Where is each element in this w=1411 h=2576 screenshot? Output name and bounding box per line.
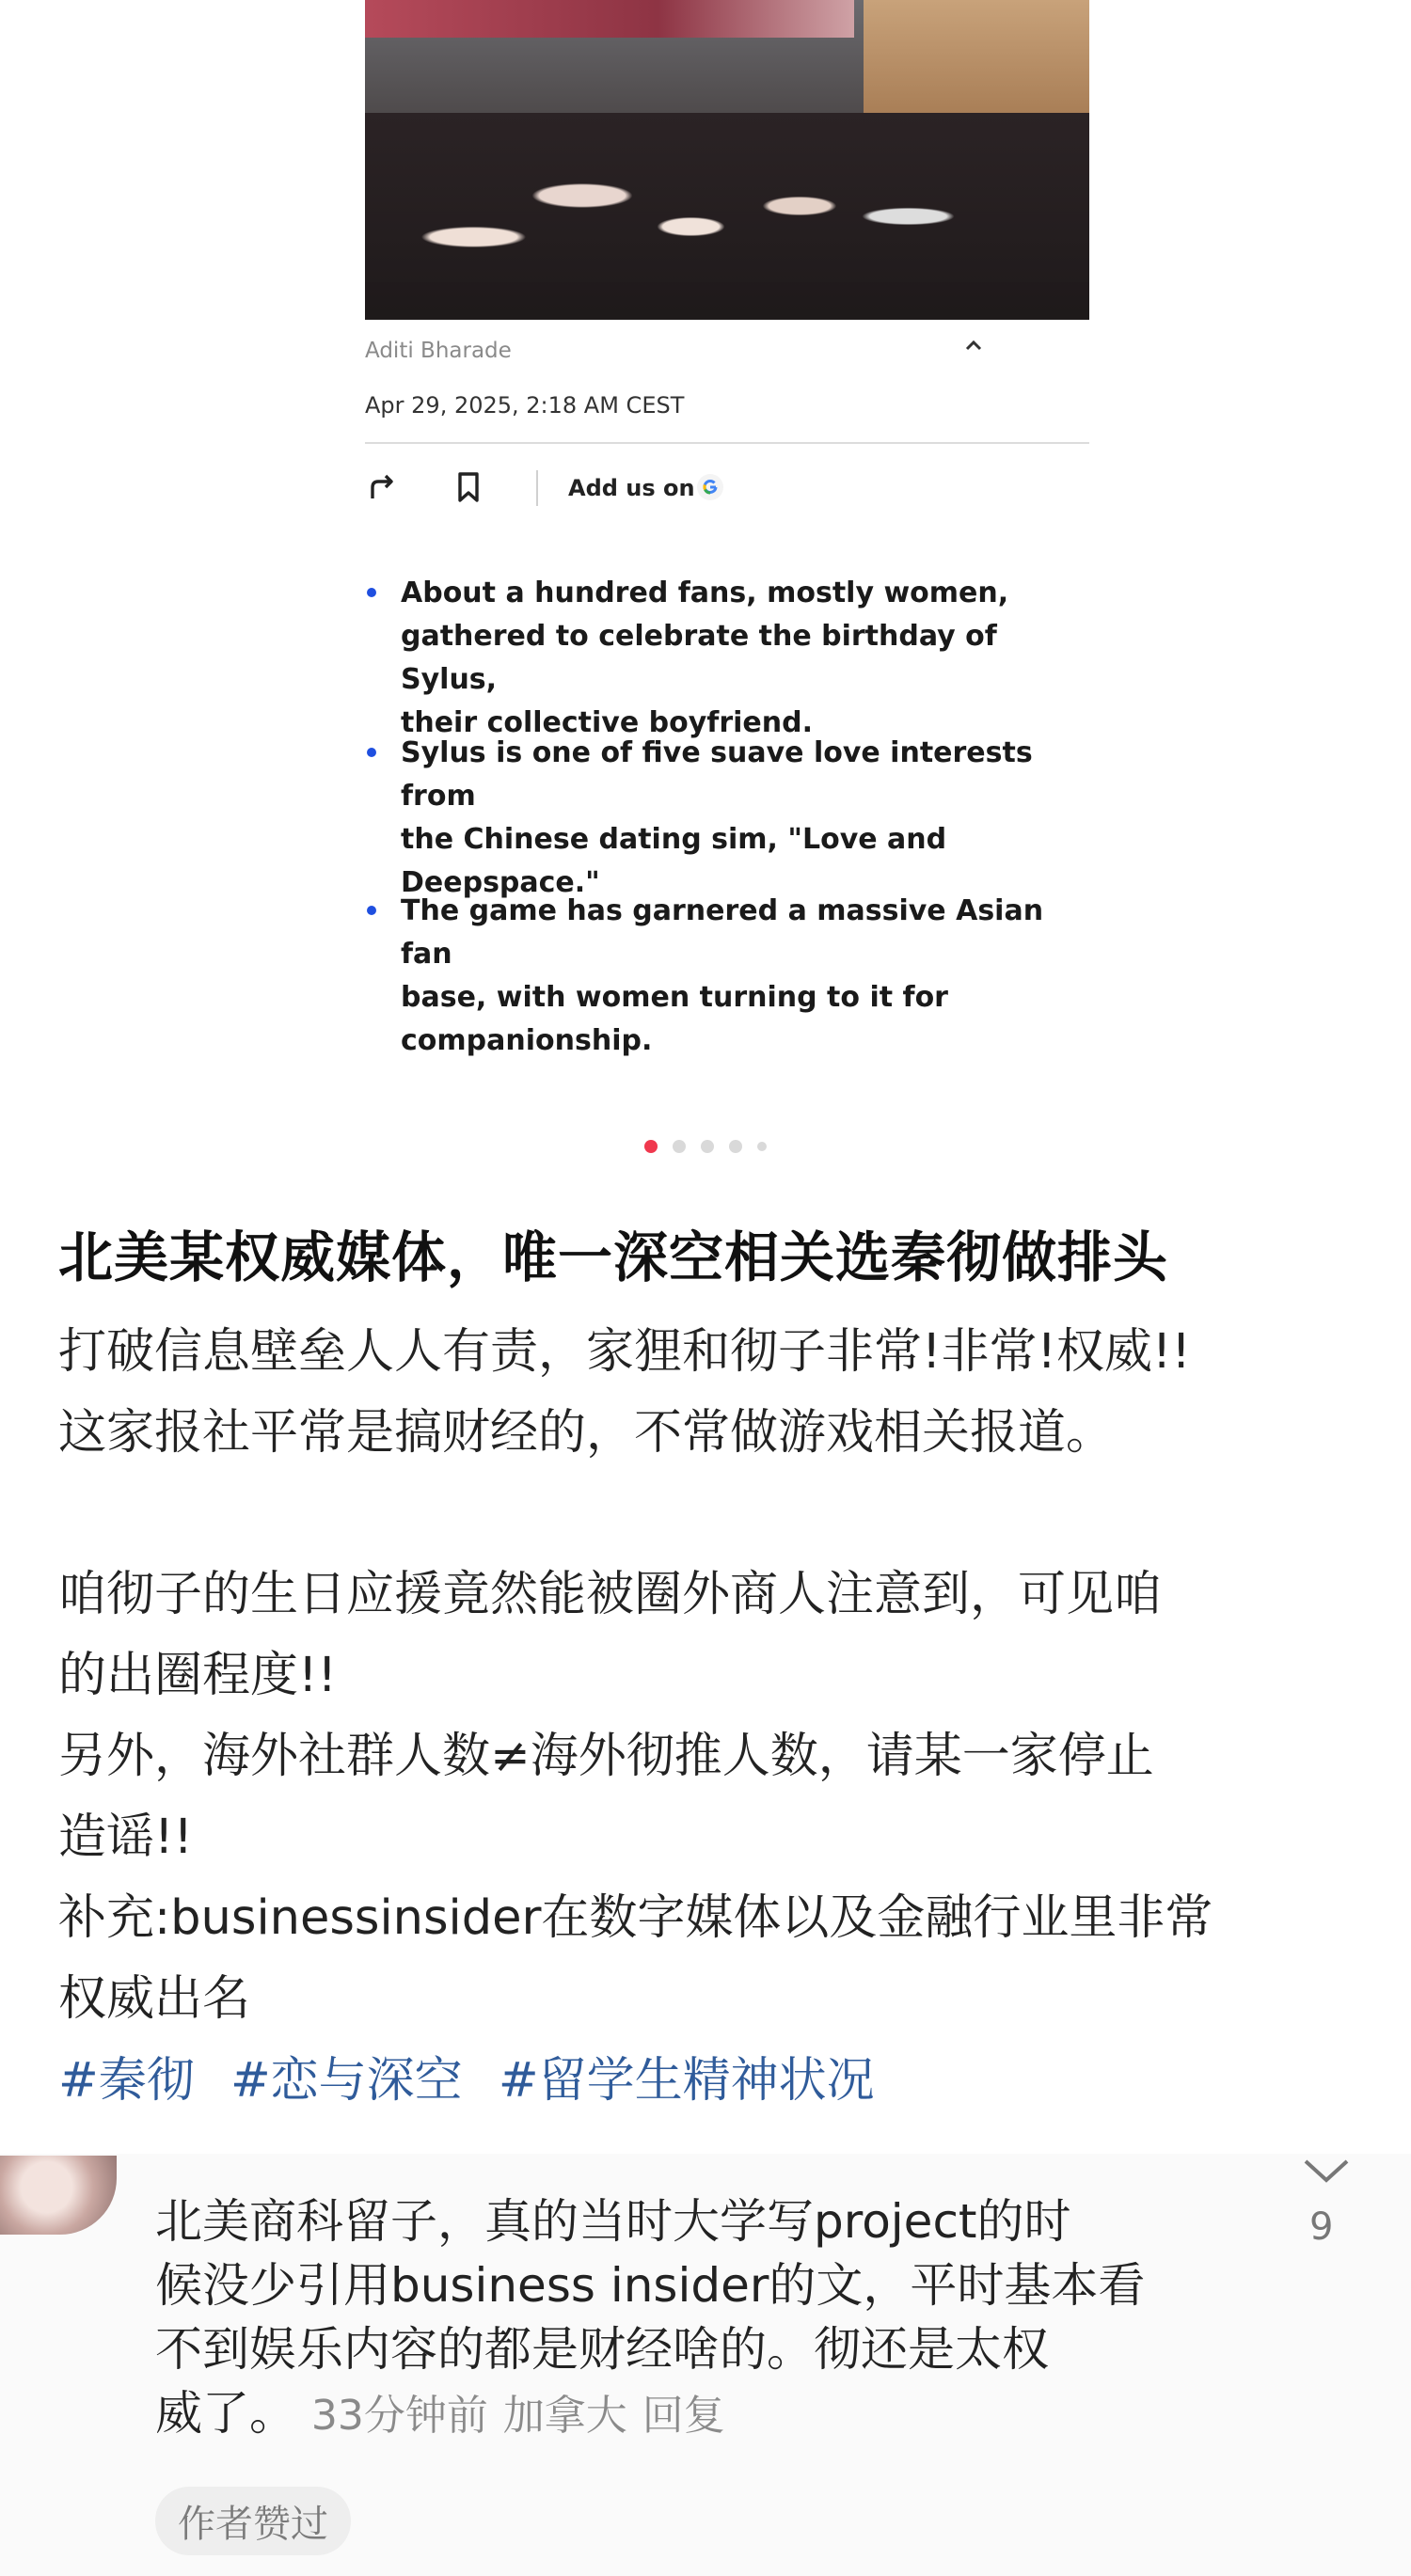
chevron-up-icon[interactable] <box>959 331 988 359</box>
article-bullet-2: Sylus is one of five suave love interests from the Chinese dating sim, "Love and Deepspace." <box>401 736 1033 899</box>
hashtag-link[interactable]: #恋与深空 <box>230 2053 463 2109</box>
comment-location: 加拿大 <box>502 2392 627 2440</box>
carousel-indicator <box>644 1140 767 1153</box>
bookmark-icon[interactable] <box>452 470 485 504</box>
article-photo <box>365 0 1089 320</box>
chevron-down-icon[interactable] <box>1300 2152 1353 2189</box>
post-body: 打破信息壁垒人人有责，家狸和彻子非常!非常!权威!! 这家报社平常是搞财经的，不常做游戏相关报道。 咱彻子的生日应援竟然能被圈外商人注意到，可见咱 的出圈程度!! 另外，海外社群人数≠海外彻推人数，请某一家停止 造谣!! 补充:businessinsider在数字媒体以及金融行业里非常 权威出名 <box>58 1324 1213 2027</box>
carousel-dot[interactable] <box>757 1142 767 1151</box>
post-title: 北美某权威媒体，唯一深空相关选秦彻做排头 <box>58 1225 1169 1289</box>
author-liked-badge: 作者赞过 <box>155 2487 351 2555</box>
article-bullet-1: About a hundred fans, mostly women, gathered to celebrate the birthday of Sylus, their collective boyfriend. <box>401 577 1009 739</box>
photo-caption-bar <box>365 282 1089 320</box>
photo-banner <box>365 0 854 38</box>
carousel-dot[interactable] <box>701 1140 714 1153</box>
add-us-on-label[interactable]: Add us on <box>568 475 695 501</box>
carousel-dot[interactable] <box>729 1140 742 1153</box>
bullet-dot <box>367 748 376 757</box>
carousel-dot[interactable] <box>644 1140 658 1153</box>
article-divider <box>365 442 1089 444</box>
comment-text: 北美商科留子，真的当时大学写project的时 候没少引用business insider的文，平时基本看 不到娱乐内容的都是财经啥的。彻还是太权 威了。 33分钟前 加拿大 回复 <box>155 2194 1146 2441</box>
post-tags <box>58 2041 896 2110</box>
toolbar-separator <box>536 470 538 506</box>
share-icon[interactable] <box>365 470 399 504</box>
carousel-dot[interactable] <box>673 1140 686 1153</box>
like-count: 9 <box>1309 2205 1334 2249</box>
reply-button[interactable]: 回复 <box>642 2392 725 2440</box>
comment-time: 33分钟前 <box>310 2392 488 2440</box>
bullet-dot <box>367 588 376 597</box>
hashtag-link[interactable]: #秦彻 <box>58 2053 195 2109</box>
article-date: Apr 29, 2025, 2:18 AM CEST <box>365 392 685 419</box>
article-bullet-3: The game has garnered a massive Asian fan base, with women turning to it for companionship. <box>401 894 1044 1057</box>
google-icon[interactable] <box>696 473 724 501</box>
article-author: Aditi Bharade <box>365 339 512 363</box>
hashtag-link[interactable]: #留学生精神状况 <box>498 2053 875 2109</box>
bullet-dot <box>367 906 376 915</box>
